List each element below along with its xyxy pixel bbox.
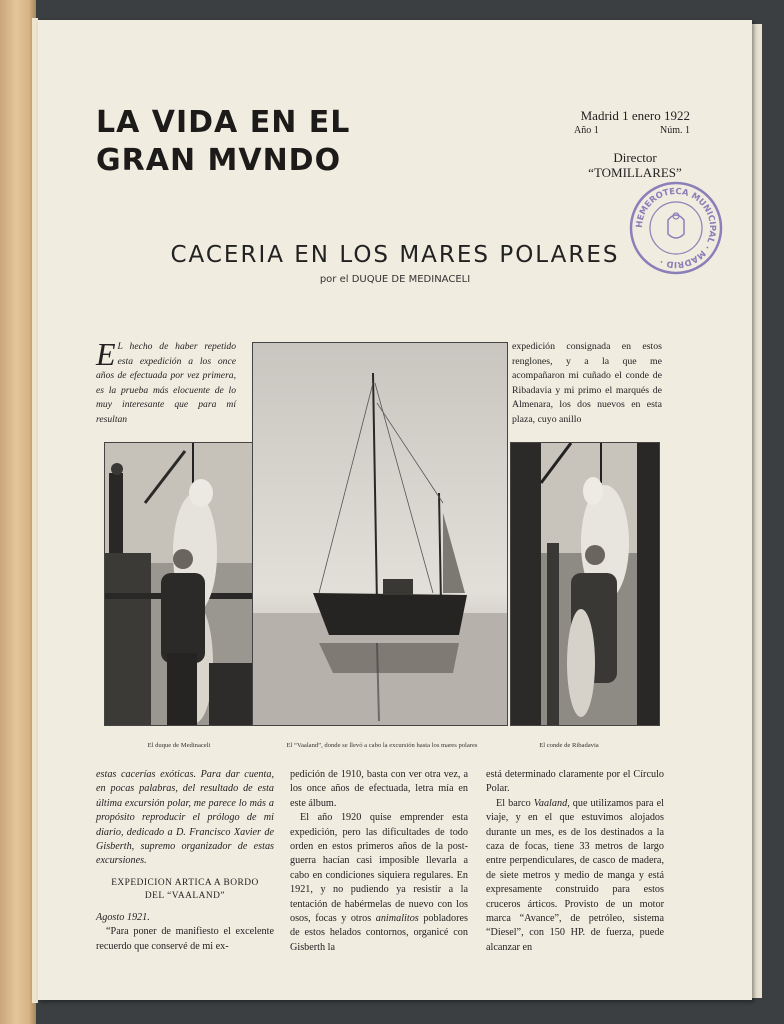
- col1-intro: estas cacerías exóticas. Para dar cuenta, en pocas palabras, del resultado de esta última excursión polar, me parece lo más a propósito reproducir el prólogo de mi diario, dedicado a D. Francisco Xavier de Gisberth, supremo organizador de estas excursiones.: [96, 769, 274, 867]
- drop-cap: E: [96, 336, 116, 372]
- col3-para2-italic: Vaaland: [533, 797, 568, 809]
- book-spine: [0, 0, 36, 1024]
- col2-para2-italic: animalitos: [375, 913, 419, 925]
- intro-text-left: [96, 336, 236, 428]
- text-column-2: [290, 768, 468, 955]
- issue-info: [550, 108, 690, 180]
- photo-duke: [104, 442, 256, 726]
- issue-number: Núm. 1: [660, 125, 690, 136]
- issue-date: Madrid 1 enero 1922: [580, 108, 690, 123]
- article-byline: por el DUQUE DE MEDINACELI: [319, 274, 471, 285]
- masthead-line-1: LA VIDA EN EL: [96, 105, 351, 140]
- magazine-page: [38, 20, 752, 1000]
- photo-caption-duke: El duque de Medinaceli: [147, 742, 211, 749]
- expedition-subhead: [96, 877, 274, 903]
- stamp-text: HEMEROTECA MUNICIPAL · MADRID ·: [634, 186, 718, 270]
- col2-paragraph-1: pedición de 1910, basta con ver otra vez, a los once años de efectuada, letra mía en este álbum.: [290, 769, 468, 809]
- masthead: [96, 104, 356, 180]
- col3-paragraph-1: está determinado claramente por el Círculo Polar.: [486, 769, 664, 795]
- page-edge: [752, 24, 762, 998]
- col2-paragraph-2: [290, 811, 468, 955]
- col3-para2-text-a: El barco: [496, 797, 534, 809]
- director-label: Director: [613, 150, 657, 165]
- intro-text-right: expedición consignada en estos renglones, y a la que me acompañaron mi cuñado el conde de Ribadavia y mi primo el marqués de Almenara, los dos nuevos en esta plaza, cuyo anillo: [512, 341, 662, 425]
- masthead-line-2: GRAN MVNDO: [96, 143, 342, 178]
- col3-para2-text-b: , que utilizamos para el viaje, y en el que estuvimos alojados durante un mes, es de los destinados a la caza de focas, tiene 33 metros de largo entre perpendiculares, de casco de madera, de siete metros y medio de manga y está expresamente construido para estos cruceros árticos. Provisto de un motor marca “Avance”, de petróleo, sistema “Diesel”, con 150 HP. de fuerza, puede alcanzar en: [486, 797, 664, 953]
- col2-para2-text-a: El año 1920 quise emprender esta expedición, pero las dificultades de todo orden en estos primeros años de la post-guerra hacían casi imposible llevarla a cabo en condiciones siquiera regulares. En 1921, y no pudiendo ya resistir a la tentación de habérmelas de nuevo con los osos, focas y otros: [290, 812, 468, 925]
- photo-caption-ship: El “Vaaland”, donde se llevó a cabo la excursión hasta los mares polares: [286, 742, 478, 749]
- director-name: “TOMILLARES”: [588, 165, 682, 180]
- col1-paragraph: “Para poner de manifiesto el excelente recuerdo que conservé de mi ex-: [96, 926, 274, 952]
- issue-year: Año 1: [574, 125, 599, 136]
- subhead-line-2: DEL “VAALAND”: [144, 890, 226, 901]
- col3-paragraph-2: [486, 797, 664, 955]
- text-column-1: [96, 768, 274, 954]
- diary-date: Agosto 1921.: [96, 911, 150, 923]
- photo-count: [510, 442, 660, 726]
- subhead-line-1: EXPEDICION ARTICA A BORDO: [111, 877, 259, 888]
- photo-caption-count: El conde de Ribadavia: [539, 742, 599, 749]
- photo-ship-vaaland: [252, 342, 508, 726]
- text-column-3: [486, 768, 664, 955]
- article-title: CACERIA EN LOS MARES POLARES: [170, 242, 620, 268]
- col2-para2-text-b: pobladores de estos helados contornos, organicé con Gisberth la: [290, 913, 468, 953]
- intro-left-body: L hecho de haber repetido esta expedición a los once años de efectuada por vez primera, es la prueba más elocuente de lo muy interesante que para mí resultan: [96, 341, 236, 425]
